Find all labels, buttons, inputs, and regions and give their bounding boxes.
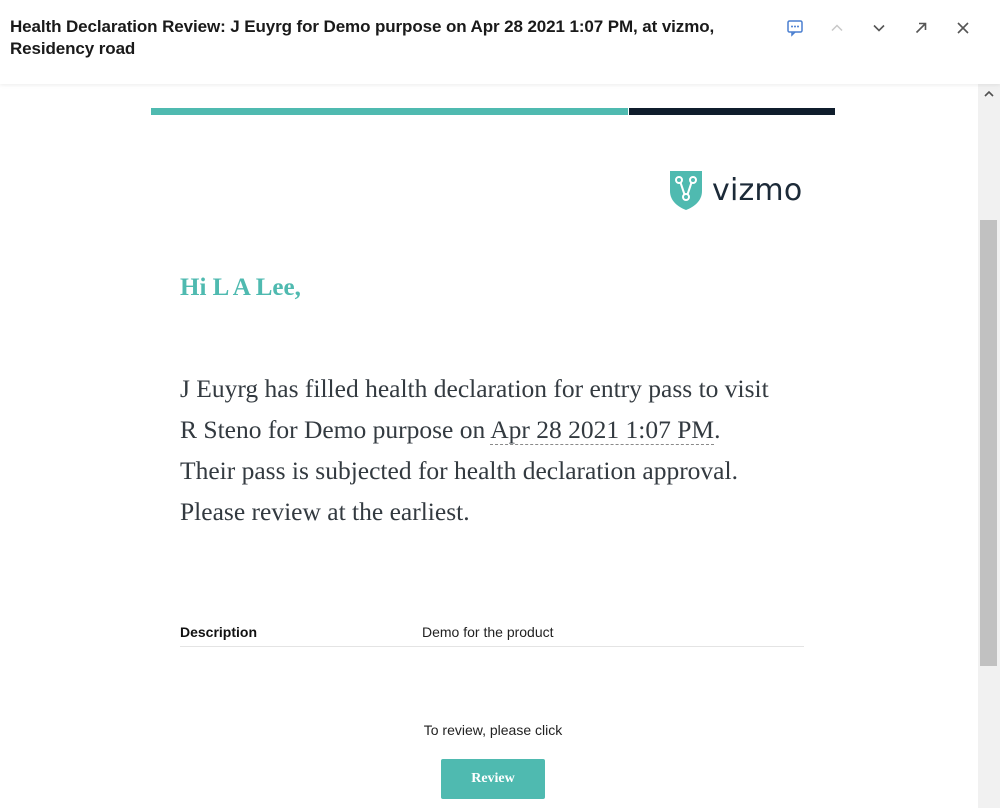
- chat-icon: [786, 19, 804, 37]
- close-icon: [956, 21, 970, 35]
- description-row: [180, 622, 804, 647]
- vizmo-shield-icon: [668, 169, 704, 211]
- message-body: [180, 368, 780, 532]
- greeting: Hi L A Lee,: [180, 274, 301, 301]
- email-body: [0, 84, 978, 808]
- description-value: Demo for the product: [422, 624, 554, 640]
- chevron-up-icon: [830, 21, 844, 35]
- header-actions: [774, 14, 984, 42]
- brand-bar-dark: [629, 108, 835, 115]
- vertical-scrollbar[interactable]: [978, 84, 1000, 808]
- brand-bar-teal: [151, 108, 628, 115]
- vizmo-wordmark: vizmo: [712, 172, 803, 208]
- description-label: Description: [180, 624, 258, 640]
- message-text-part1: J Euyrg has filled health declaration for entry pass to visit R Steno for Demo purpose on: [180, 374, 769, 444]
- chevron-down-icon: [872, 21, 886, 35]
- close-button[interactable]: [942, 14, 984, 42]
- brand-top-bar: [151, 108, 835, 115]
- reply-thread-button[interactable]: [774, 14, 816, 42]
- previous-email-button[interactable]: [816, 14, 858, 42]
- email-subject: Health Declaration Review: J Euyrg for Demo purpose on Apr 28 2021 1:07 PM, at vizmo, Residency road: [10, 17, 715, 58]
- next-email-button[interactable]: [858, 14, 900, 42]
- scroll-thumb[interactable]: [980, 220, 997, 666]
- expand-arrow-icon: [914, 21, 928, 35]
- email-header: [0, 0, 1000, 84]
- pop-out-button[interactable]: [900, 14, 942, 42]
- message-text-part2: . Their pass is subjected for health declaration approval. Please review at the earliest.: [180, 415, 738, 526]
- scroll-up-arrow-icon: [984, 90, 994, 98]
- scroll-up-button[interactable]: [978, 84, 1000, 104]
- review-hint: To review, please click: [423, 722, 563, 738]
- review-button[interactable]: Review: [441, 759, 545, 799]
- message-date-link[interactable]: Apr 28 2021 1:07 PM: [490, 415, 715, 444]
- vizmo-logo: [668, 169, 802, 211]
